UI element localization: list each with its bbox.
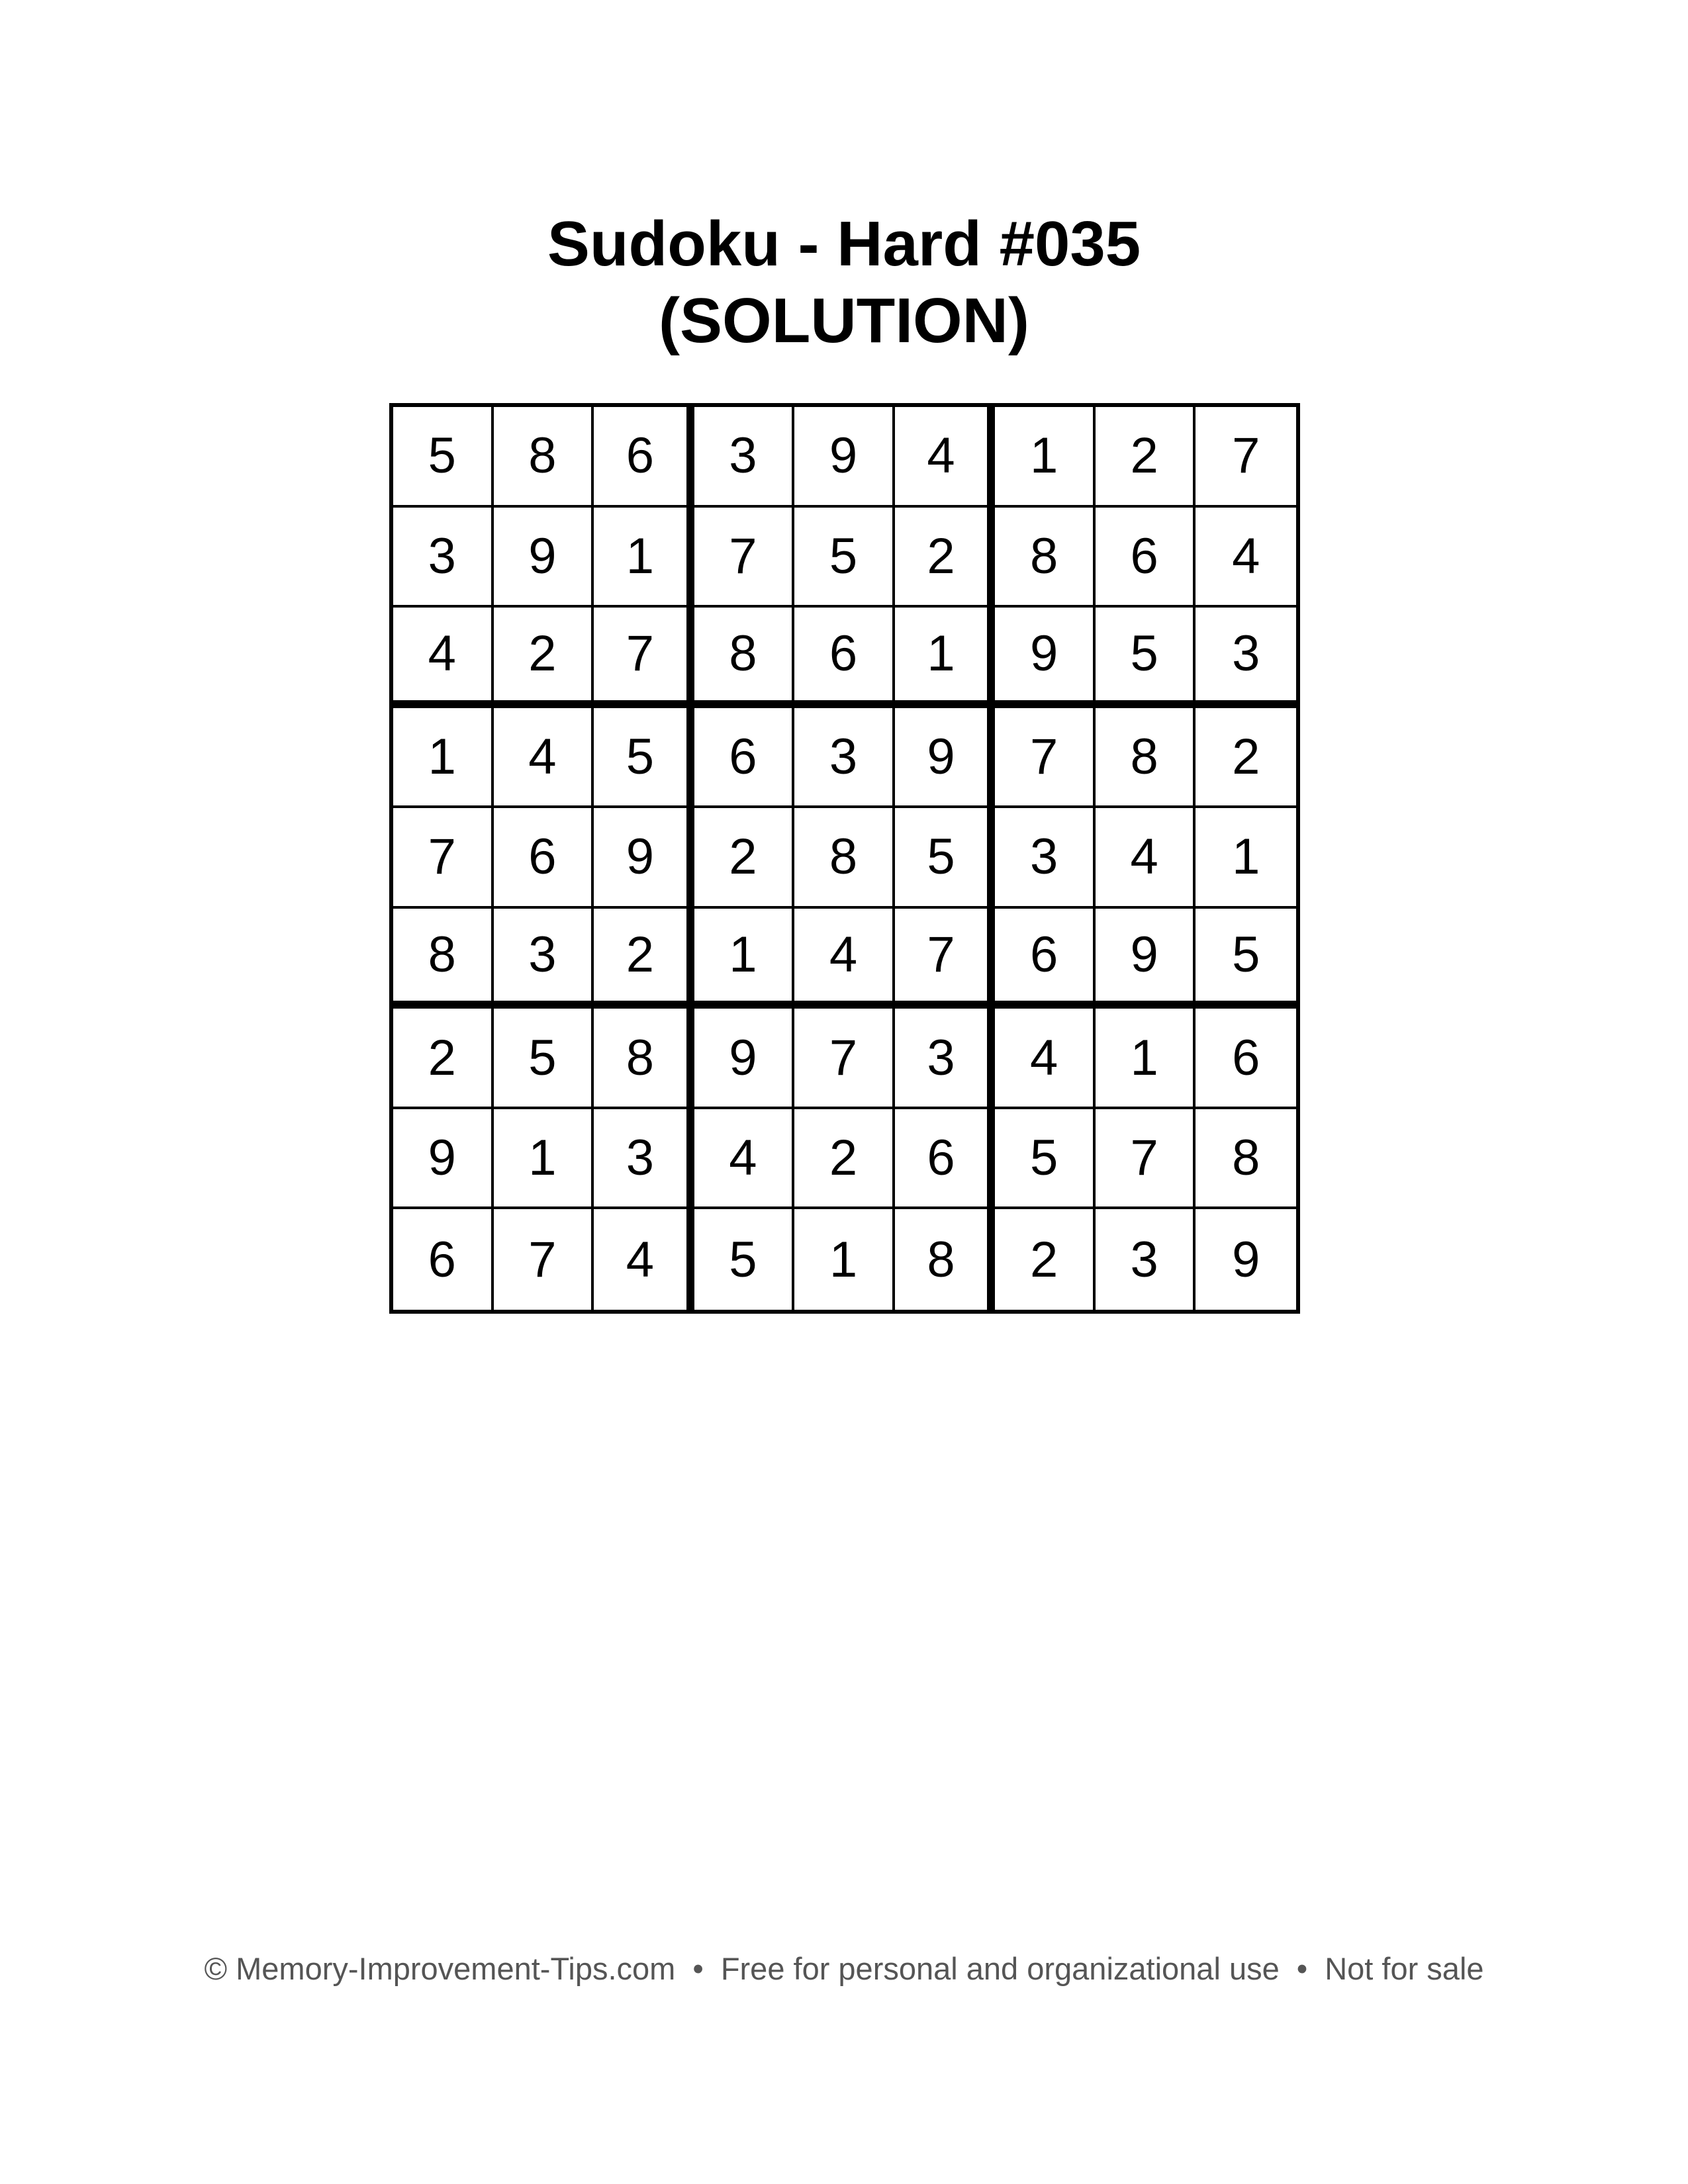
sudoku-cell: 2 (1096, 407, 1196, 508)
sudoku-cell: 4 (594, 1209, 694, 1310)
sudoku-cell: 5 (995, 1109, 1096, 1210)
sudoku-cell: 6 (794, 608, 895, 708)
sudoku-cell: 4 (694, 1109, 795, 1210)
sudoku-cell: 7 (494, 1209, 594, 1310)
sudoku-cell: 5 (694, 1209, 795, 1310)
sudoku-cell: 4 (494, 708, 594, 809)
sudoku-cell: 1 (895, 608, 996, 708)
sudoku-cell: 4 (794, 909, 895, 1009)
sudoku-cell: 1 (794, 1209, 895, 1310)
sudoku-cell: 9 (494, 508, 594, 608)
sudoku-cell: 1 (393, 708, 494, 809)
sudoku-cell: 3 (1096, 1209, 1196, 1310)
sudoku-cell: 4 (895, 407, 996, 508)
sudoku-cell: 9 (594, 808, 694, 909)
page-subtitle: (SOLUTION) (659, 285, 1029, 356)
sudoku-cell: 8 (1096, 708, 1196, 809)
sudoku-cell: 6 (1196, 1009, 1296, 1109)
sudoku-cell: 7 (393, 808, 494, 909)
sudoku-cell: 2 (794, 1109, 895, 1210)
sudoku-cell: 7 (794, 1009, 895, 1109)
sudoku-cell: 1 (1096, 1009, 1196, 1109)
sudoku-cell: 6 (1096, 508, 1196, 608)
sudoku-cell: 6 (694, 708, 795, 809)
sudoku-cell: 6 (494, 808, 594, 909)
sudoku-cell: 5 (794, 508, 895, 608)
footer-copyright: © Memory-Improvement-Tips.com (204, 1951, 676, 1986)
sudoku-cell: 6 (995, 909, 1096, 1009)
sudoku-cell: 4 (1196, 508, 1296, 608)
sudoku-cell: 7 (594, 608, 694, 708)
sudoku-cell: 5 (494, 1009, 594, 1109)
sudoku-cell: 3 (895, 1009, 996, 1109)
sudoku-cell: 6 (594, 407, 694, 508)
sudoku-cell: 3 (393, 508, 494, 608)
sudoku-cell: 1 (594, 508, 694, 608)
sudoku-cell: 7 (694, 508, 795, 608)
sudoku-cell: 3 (995, 808, 1096, 909)
page-title: Sudoku - Hard #035 (547, 208, 1141, 279)
sudoku-cell: 8 (1196, 1109, 1296, 1210)
sudoku-cell: 3 (694, 407, 795, 508)
sudoku-cell: 9 (895, 708, 996, 809)
sudoku-cell: 3 (794, 708, 895, 809)
sudoku-cell: 2 (594, 909, 694, 1009)
sudoku-grid (389, 403, 1300, 1314)
sudoku-cell: 5 (1096, 608, 1196, 708)
sudoku-cell: 5 (393, 407, 494, 508)
sudoku-cell: 3 (594, 1109, 694, 1210)
sudoku-cell: 8 (694, 608, 795, 708)
sudoku-cell: 2 (995, 1209, 1096, 1310)
sudoku-cell: 1 (995, 407, 1096, 508)
sudoku-cell: 9 (1232, 1231, 1260, 1288)
sudoku-cell: 5 (895, 808, 996, 909)
sudoku-cell: 3 (1196, 608, 1296, 708)
sudoku-cell: 6 (895, 1109, 996, 1210)
sudoku-cell: 9 (393, 1109, 494, 1210)
sudoku-cell: 1 (1196, 808, 1296, 909)
sudoku-cell: 8 (594, 1009, 694, 1109)
sudoku-cell: 9 (794, 407, 895, 508)
sudoku-cell: 7 (1096, 1109, 1196, 1210)
sudoku-cell: 9 (694, 1009, 795, 1109)
sudoku-cell: 2 (494, 608, 594, 708)
footer-separator: • (692, 1951, 704, 1986)
sudoku-cell: 7 (995, 708, 1096, 809)
sudoku-cell: 4 (995, 1009, 1096, 1109)
sudoku-cell: 9 (1096, 909, 1196, 1009)
sudoku-cell: 5 (1196, 909, 1296, 1009)
sudoku-cell: 5 (594, 708, 694, 809)
footer-usage: Free for personal and organizational use (720, 1951, 1280, 1986)
sudoku-cell: 2 (1196, 708, 1296, 809)
sudoku-cell: 8 (393, 909, 494, 1009)
footer (0, 1949, 1688, 1989)
footer-separator: • (1296, 1951, 1308, 1986)
footer-not-for-sale: Not for sale (1325, 1951, 1484, 1986)
sudoku-cell: 8 (895, 1209, 996, 1310)
sudoku-cell: 2 (393, 1009, 494, 1109)
sudoku-cell: 8 (794, 808, 895, 909)
sudoku-cell: 1 (494, 1109, 594, 1210)
sudoku-cell: 4 (393, 608, 494, 708)
sudoku-cell: 7 (895, 909, 996, 1009)
sudoku-cell: 8 (494, 407, 594, 508)
sudoku-cell: 1 (694, 909, 795, 1009)
sudoku-cell: 2 (895, 508, 996, 608)
sudoku-cell: 2 (694, 808, 795, 909)
sudoku-cell: 3 (494, 909, 594, 1009)
sudoku-cell: 9 (995, 608, 1096, 708)
sudoku-cell: 7 (1196, 407, 1296, 508)
sudoku-cell: 4 (1096, 808, 1196, 909)
sudoku-cell: 6 (393, 1209, 494, 1310)
sudoku-cell: 8 (995, 508, 1096, 608)
